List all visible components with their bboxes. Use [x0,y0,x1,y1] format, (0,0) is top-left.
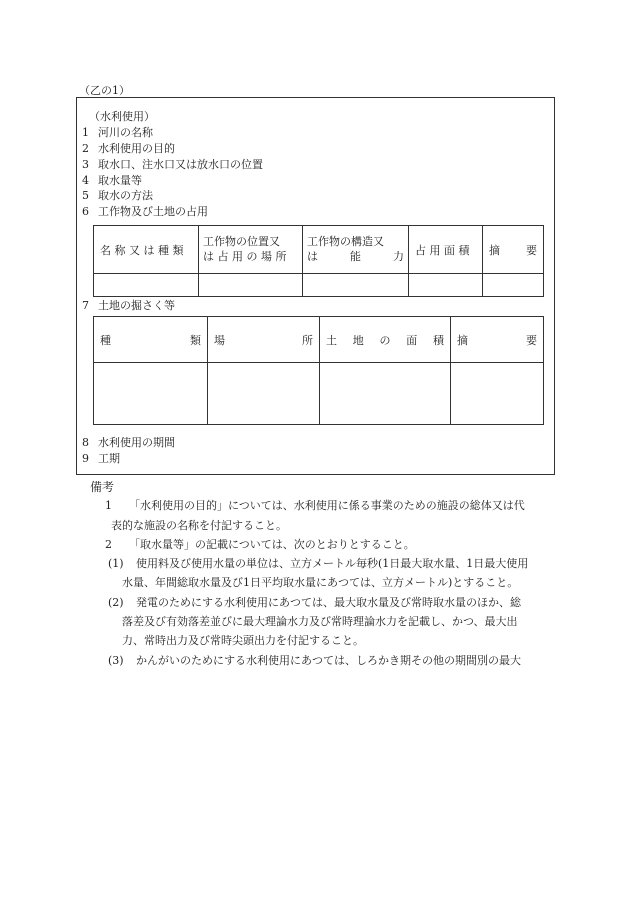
note-1-line1: 「水利使用の目的」については、水利使用に係る事業のための施設の総体又は代 [129,499,525,512]
item-number: 5 [82,189,89,202]
item-label: 取水口、注水口又は放水口の位置 [98,158,263,171]
sub-2-line1: 発電のためにする水利使用にあつては、最大取水量及び常時取水量のほか、総 [136,596,521,609]
sub-2-number: (2) [108,596,124,609]
item-9 [82,453,120,464]
item-number: 9 [82,452,89,465]
item-label: 土地の掘さく等 [98,299,175,312]
header-cell [483,226,544,274]
item-number: 7 [82,299,89,312]
item-1 [82,127,153,138]
header-type-a: 種 [100,333,111,347]
item-3 [82,159,263,170]
excavation-table [93,316,544,425]
item-label: 河川の名称 [98,126,153,139]
table-cell[interactable] [451,363,544,425]
header-structure-nou: 能 [350,249,361,263]
header-remarks-b: 要 [526,243,537,257]
header-land-2: 地 [352,333,364,347]
sub-2-line3: 力、常時出力及び常時尖頭出力を付記すること。 [122,634,364,647]
header-structure-line1: 工作物の構造又 [307,234,384,248]
header-cell [208,317,320,363]
table-row [94,274,544,297]
header-cell [199,226,303,274]
header-land-5: 積 [433,333,444,347]
header-place-a: 場 [214,333,225,347]
item-number: 3 [82,158,89,171]
sub-1-line1: 使用料及び使用水量の単位は、立方メートル毎秒(1日最大取水量、1日最大使用 [136,557,529,570]
header-land-4: 面 [406,333,418,347]
header-cell [409,226,483,274]
note-2-line1: 「取水量等」の記載については、次のとおりとすること。 [129,538,415,551]
table-header-row [94,226,544,274]
header-cell [320,317,451,363]
header-type-b: 類 [190,333,201,347]
header-name-type: 名 称 又 は 種 類 [100,243,184,257]
form-id: （乙の1） [79,84,130,97]
header-cell [303,226,409,274]
header-remarks-b: 要 [526,333,537,347]
table-cell[interactable] [199,274,303,297]
item-number: 6 [82,205,89,218]
item-label: 水利使用の期間 [98,436,175,449]
note-1-line2: 表的な施設の名称を付記すること。 [111,519,287,532]
header-remarks-a: 摘 [489,243,500,257]
item-7 [82,300,175,311]
item-5 [82,190,153,201]
table-cell[interactable] [94,363,208,425]
item-number: 1 [82,126,89,139]
item-2 [82,143,175,154]
header-cell [451,317,544,363]
header-land-1: 土 [326,333,337,347]
sub-2-line2: 落差及び有効落差並びに最大理論水力及び常時理論水力を記載し、かつ、最大出 [122,615,518,628]
header-location-line2: は 占 用 の 場 所 [203,249,287,263]
header-structure-ryoku: 力 [393,249,404,263]
header-land-3: の [379,333,391,347]
header-location-line1: 工作物の位置又 [203,234,280,248]
table-cell[interactable] [320,363,451,425]
item-number: 8 [82,436,89,449]
table-cell[interactable] [94,274,199,297]
sub-3-number: (3) [108,654,124,667]
item-label: 工期 [98,452,120,465]
note-2-number: 2 [105,538,112,551]
sub-1-line2: 水量、年間総取水量及び1日平均取水量にあつては、立方メートル)とすること。 [122,576,519,589]
remarks-title: 備考 [90,480,115,494]
item-6 [82,206,208,217]
item-8 [82,437,175,448]
table-row [94,363,544,425]
table-cell[interactable] [208,363,320,425]
table-cell[interactable] [483,274,544,297]
sub-3-line1: かんがいのためにする水利使用にあつては、しろかき期その他の期間別の最大 [136,654,521,667]
table-cell[interactable] [409,274,483,297]
header-area: 占 用 面 積 [415,243,470,257]
item-label: 工作物及び土地の占用 [98,205,208,218]
item-label: 取水の方法 [98,189,153,202]
note-1-number: 1 [105,499,112,512]
item-label: 水利使用の目的 [98,142,175,155]
header-cell [94,226,199,274]
header-place-b: 所 [302,333,313,347]
occupancy-table [93,225,544,297]
header-structure-ha: は [307,249,318,263]
item-number: 2 [82,142,89,155]
table-header-row [94,317,544,363]
table-cell[interactable] [303,274,409,297]
header-remarks-a: 摘 [457,333,468,347]
item-number: 4 [82,174,89,187]
header-cell [94,317,208,363]
sub-1-number: (1) [108,557,124,570]
item-label: 取水量等 [98,174,142,187]
item-4 [82,175,142,186]
section-heading: （水利使用） [89,110,155,123]
